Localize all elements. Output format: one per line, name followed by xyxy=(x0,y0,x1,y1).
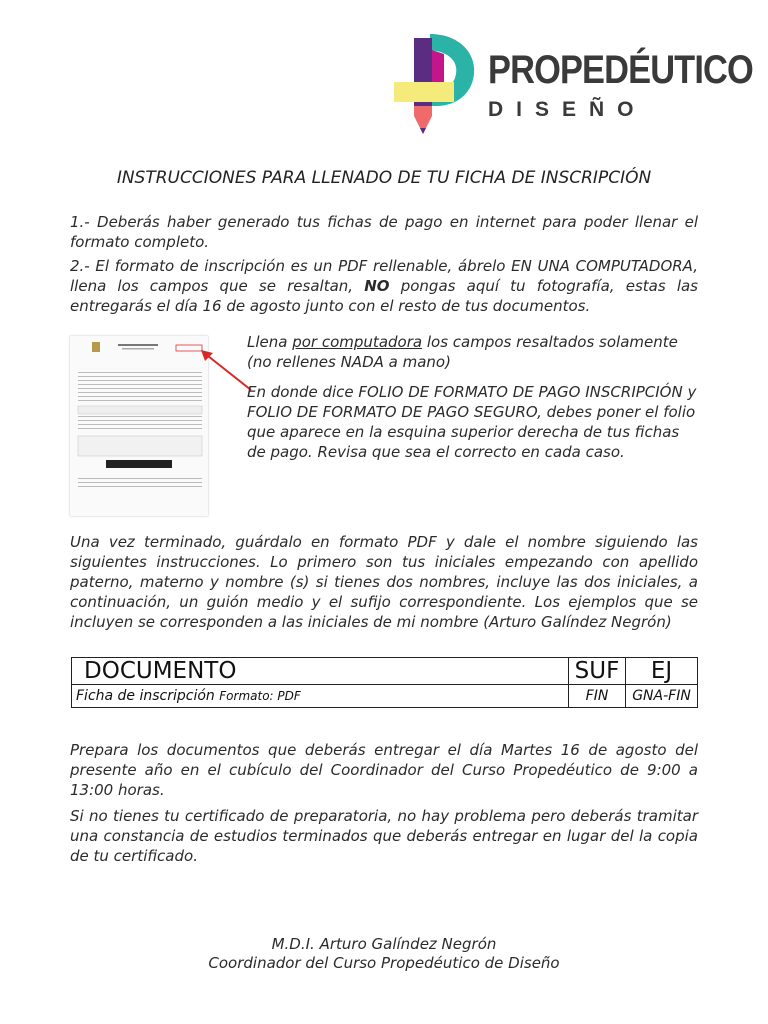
cell-suf: FIN xyxy=(569,685,626,708)
pencil-p-logo-icon xyxy=(392,30,484,138)
step-2 xyxy=(70,256,698,316)
signature-name: M.D.I. Arturo Galíndez Negrón xyxy=(271,935,497,953)
naming-instructions: Una vez terminado, guárdalo en formato PDF y dale el nombre siguiendo las siguientes instrucciones. Lo primero son tus iniciales empezando con apellido paterno, materno y nombre (s) si tienes dos nombres, incluye las dos iniciales, a continuación, un guión medio y el sufijo correspondiente. Los ejemplos que se incluyen se corresponden a las iniciales de mi nombre (Arturo Galíndez Negrón) xyxy=(70,533,698,631)
highlight-underlined: por computadora xyxy=(292,333,423,351)
cell-document-name: Ficha de inscripción xyxy=(76,688,215,704)
folio-instruction: En donde dice FOLIO DE FORMATO DE PAGO INSCRIPCIÓN y FOLIO DE FORMATO DE PAGO SEGURO, debes poner el folio que aparece en la esquina superior derecha de tus fichas de pago. Revisa que sea el correcto en cada caso. xyxy=(247,383,697,461)
header-documento: DOCUMENTO xyxy=(72,658,569,685)
highlight-instruction xyxy=(247,332,699,372)
highlight-text: Llena xyxy=(247,333,293,351)
prepare-documents: Prepara los documentos que deberás entregar el día Martes 16 de agosto del presente año en el cubículo del Coordinador del Curso Propedéutico de 9:00 a 13:00 horas. xyxy=(70,741,698,799)
cell-document-format: Formato: PDF xyxy=(219,689,301,703)
brand-name: PROPEDÉUTICO xyxy=(488,48,753,92)
document-table xyxy=(71,657,698,708)
header-suf: SUF xyxy=(569,658,626,685)
highlight-text-end: los campos resaltados solamente (no rellenes NADA a mano) xyxy=(247,333,678,371)
step-2-text-end: pongas aquí tu fotografía, estas las entregarás el día 16 de agosto junto con el resto de tus documentos. xyxy=(70,277,698,315)
step-2-emphasis: NO xyxy=(364,277,390,295)
step-1: 1.- Deberás haber generado tus fichas de pago en internet para poder llenar el formato completo. xyxy=(70,213,698,251)
certificate-note: Si no tienes tu certificado de preparatoria, no hay problema pero deberás tramitar una constancia de estudios terminados que deberás entregar en lugar del la copia de tu certificado. xyxy=(70,807,698,865)
red-arrow-icon xyxy=(195,346,255,396)
step-2-text: 2.- El formato de inscripción es un PDF rellenable, ábrelo EN UNA COMPUTADORA, llena los campos que se resaltan, xyxy=(70,257,698,295)
table-row xyxy=(72,685,698,708)
brand-subtitle: DISEÑO xyxy=(488,98,647,121)
brand-logo xyxy=(392,30,753,138)
form-thumbnail xyxy=(70,336,208,516)
page-title: INSTRUCCIONES PARA LLENADO DE TU FICHA DE INSCRIPCIÓN xyxy=(116,168,652,188)
cell-document xyxy=(72,685,569,708)
cell-ej: GNA-FIN xyxy=(626,685,698,708)
form-preview-icon xyxy=(70,336,208,516)
signature-role: Coordinador del Curso Propedéutico de Diseño xyxy=(208,954,560,972)
header-ej: EJ xyxy=(626,658,698,685)
table-header-row xyxy=(72,658,698,685)
